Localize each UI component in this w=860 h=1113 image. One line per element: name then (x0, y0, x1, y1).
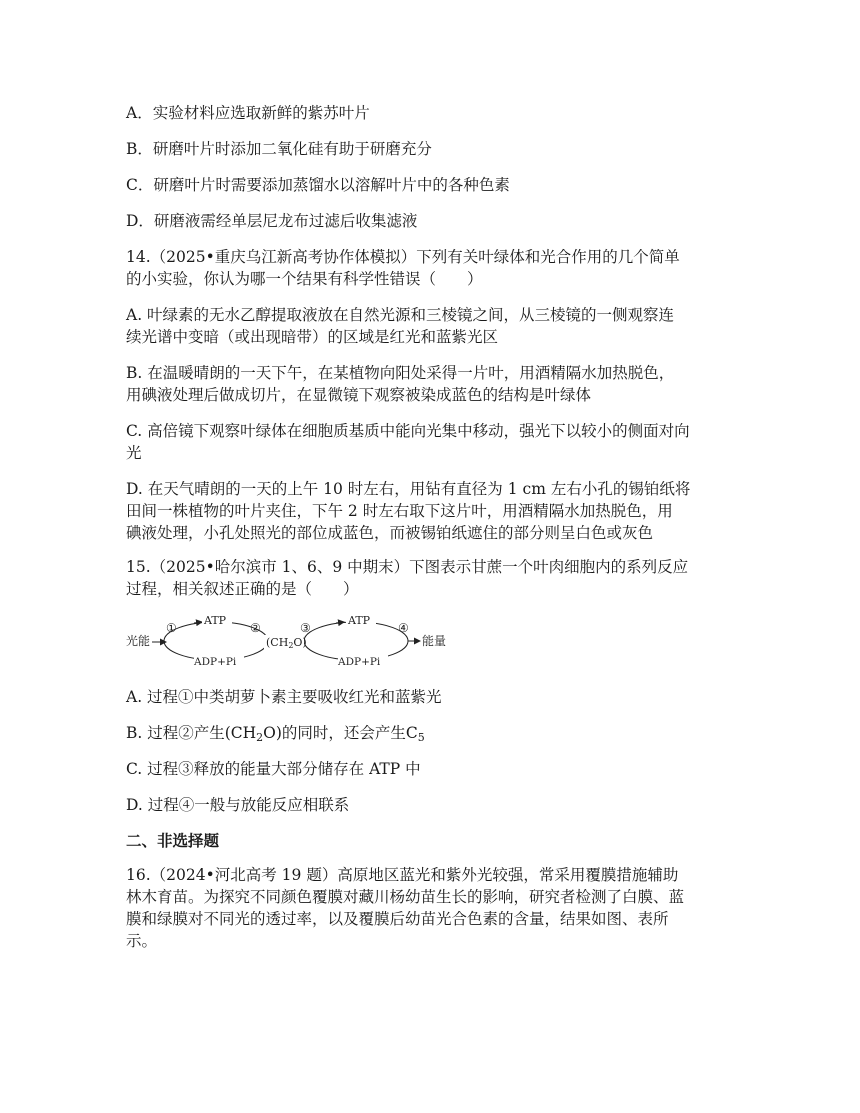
q15-option-b: B. 过程②产生$(CH_2O)$的同时，还会产生$C_5$ (126, 724, 425, 744)
q16-stem-line-4: 示。 (126, 932, 158, 950)
step4-label: ④ (398, 621, 409, 635)
q16-stem-line-3: 膜和绿膜对不同光的透过率，以及覆膜后幼苗光合色素的含量，结果如图、表所 (126, 910, 669, 928)
adp-label-2: ADP+Pi (338, 656, 381, 668)
cycle-2-ellipse (304, 622, 408, 660)
section-heading-non-choice: 二、非选择题 (126, 831, 220, 850)
q13-option-d: D．研磨液需经单层尼龙布过滤后收集滤液 (126, 212, 418, 230)
step2-label: ② (250, 621, 261, 635)
reaction-cycle-diagram (126, 610, 466, 670)
step1-label: ① (166, 621, 177, 635)
q14-option-c-line-1: C. 高倍镜下观察叶绿体在细胞质基质中能向光集中移动，强光下以较小的侧面对向 (126, 422, 690, 440)
q13-option-b: B．研磨叶片时添加二氧化硅有助于研磨充分 (126, 140, 432, 158)
q15-stem-line-2: 过程，相关叙述正确的是（ ） (126, 580, 359, 598)
q14-stem-line-2: 的小实验，你认为哪一个结果有科学性错误（ ） (126, 270, 483, 288)
q16-stem-line-1: 16.（2024•河北高考 19 题）高原地区蓝光和紫外光较强，常采用覆膜措施辅助 (126, 866, 679, 884)
q14-option-b-line-2: 用碘液处理后做成切片，在显微镜下观察被染成蓝色的结构是叶绿体 (126, 386, 592, 404)
light-energy-label: 光能 (126, 634, 151, 648)
atp-label-1: ATP (204, 614, 227, 627)
q15-option-d: D. 过程④一般与放能反应相联系 (126, 796, 350, 814)
step3-label: ③ (300, 621, 311, 635)
q14-option-c-line-2: 光 (126, 444, 142, 462)
q15-stem-line-1: 15.（2025•哈尔滨市 1、6、9 中期末）下图表示甘蔗一个叶肉细胞内的系列反应 (126, 558, 689, 576)
atp-label-2: ATP (348, 614, 371, 627)
q14-option-d-line-1: D. 在天气晴朗的一天的上午 10 时左右，用钻有直径为 1 cm 左右小孔的锡铂纸将 (126, 480, 691, 498)
q14-option-b-line-1: B. 在温暖晴朗的一天下午，在某植物向阳处采得一片叶，用酒精隔水加热脱色， (126, 364, 675, 382)
q15-option-c: C. 过程③释放的能量大部分储存在 ATP 中 (126, 760, 421, 778)
q14-option-d-line-3: 碘液处理，小孔处照光的部位成蓝色，而被锡铂纸遮住的部分则呈白色或灰色 (126, 524, 654, 542)
ch2o-label: (CH2O) (266, 636, 307, 650)
q14-option-a-line-2: 续光谱中变暗（或出现暗带）的区域是红光和蓝紫光区 (126, 328, 499, 346)
q14-option-a-line-1: A. 叶绿素的无水乙醇提取液放在自然光源和三棱镜之间，从三棱镜的一侧观察连 (126, 306, 675, 324)
adp-label-1: ADP+Pi (194, 656, 237, 668)
q14-option-d-line-2: 田间一株植物的叶片夹住，下午 2 时左右取下这片叶，用酒精隔水加热脱色，用 (126, 502, 673, 520)
energy-label: 能量 (422, 634, 447, 648)
q13-option-c: C．研磨叶片时需要添加蒸馏水以溶解叶片中的各种色素 (126, 176, 510, 194)
q14-stem-line-1: 14.（2025•重庆乌江新高考协作体模拟）下列有关叶绿体和光合作用的几个简单 (126, 248, 680, 266)
q16-stem-line-2: 林木育苗。为探究不同颜色覆膜对藏川杨幼苗生长的影响，研究者检测了白膜、蓝 (126, 888, 685, 906)
q15-option-a: A. 过程①中类胡萝卜素主要吸收红光和蓝紫光 (126, 688, 442, 706)
q13-option-a: A．实验材料应选取新鲜的紫苏叶片 (126, 104, 370, 122)
